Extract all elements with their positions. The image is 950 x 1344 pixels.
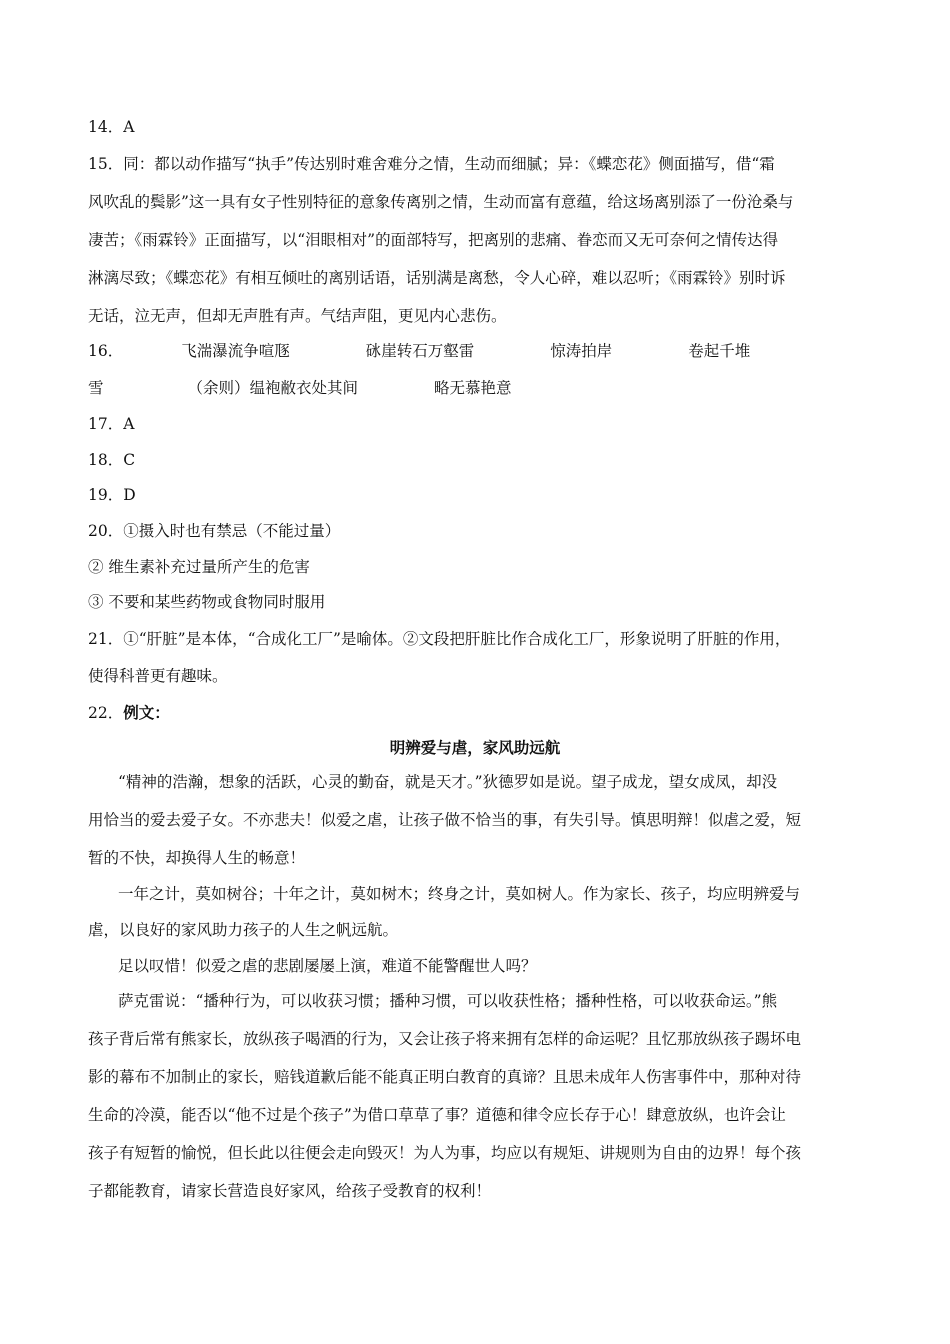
- answer-21-line-1: 21．①“肝脏”是本体，“合成化工厂”是喻体。②文段把肝脏比作合成化工厂，形象说明了肝脏的作用，: [88, 630, 791, 648]
- essay-paragraph-1-line-1: “精神的浩瀚，想象的活跃，心灵的勤奋，就是天才。”狄德罗如是说。望子成龙，望女成凤，却没: [118, 773, 778, 791]
- answer-15-line-3: 凄苦；《雨霖铃》正面描写，以“泪眼相对”的面部特写，把离别的悲痛、眷恋而又无可奈何之情传达得: [88, 231, 779, 249]
- answer-22-number: 22．: [88, 704, 124, 722]
- essay-paragraph-1-line-3: 暂的不快，却换得人生的畅意！: [88, 849, 306, 867]
- answer-19: 19．D: [88, 486, 136, 504]
- answer-15-line-5: 无话，泣无声，但却无声胜有声。气结声阻，更见内心悲伤。: [88, 307, 507, 325]
- essay-paragraph-3-line-1: 足以叹惜！似爱之虐的悲剧屡屡上演，难道不能警醒世人吗？: [118, 957, 537, 975]
- answer-16-line-1: [88, 341, 868, 361]
- essay-paragraph-2-line-2: 虐，以良好的家风助力孩子的人生之帆远航。: [88, 921, 399, 939]
- answer-20-line-1: 20．①摄入时也有禁忌（不能过量）: [88, 522, 341, 540]
- answer-14: 14．A: [88, 118, 135, 136]
- answer-22-label: 例文：: [123, 703, 170, 722]
- essay-paragraph-4-line-2: 孩子背后常有熊家长，放纵孩子喝酒的行为，又会让孩子将来拥有怎样的命运呢？且忆那放纵孩子踢坏电: [88, 1030, 802, 1048]
- essay-paragraph-4-line-1: 萨克雷说：“播种行为，可以收获习惯；播种习惯，可以收获性格；播种性格，可以收获命运。”熊: [118, 992, 778, 1010]
- answer-15-line-2: 风吹乱的鬓影”这一具有女子性别特征的意象传离别之情，生动而富有意蕴，给这场离别添了一份沧桑与: [88, 193, 794, 211]
- answer-15-line-4: 淋漓尽致；《蝶恋花》有相互倾吐的离别话语，话别满是离愁，令人心碎，难以忍听；《雨霖铃》别时诉: [88, 269, 786, 287]
- essay-paragraph-4-line-5: 孩子有短暂的愉悦，但长此以往便会走向毁灭！为人为事，均应以有规矩、讲规则为自由的边界！每个孩: [88, 1144, 802, 1162]
- answer-20-line-2: ② 维生素补充过量所产生的危害: [88, 558, 310, 576]
- answer-18: 18．C: [88, 451, 136, 469]
- answer-16-item: 略无慕艳意: [434, 379, 512, 397]
- answer-22-heading: [88, 703, 868, 723]
- answer-16-item: 卷起千堆: [688, 342, 751, 360]
- answer-15-line-1: 15．同：都以动作描写“执手”传达别时难舍难分之情，生动而细腻；异：《蝶恋花》侧面描写，借“霜: [88, 155, 775, 173]
- essay-title: 明辨爱与虐，家风助远航: [389, 738, 561, 757]
- answer-16-item: 惊涛拍岸: [550, 342, 613, 360]
- answer-16-item: 飞湍瀑流争喧豗: [181, 342, 290, 360]
- essay-paragraph-4-line-6: 子都能教育，请家长营造良好家风，给孩子受教育的权利！: [88, 1182, 492, 1200]
- answer-16-line-2: [88, 378, 868, 398]
- essay-paragraph-1-line-2: 用恰当的爱去爱子女。不亦悲夫！似爱之虐，让孩子做不恰当的事，有失引导。慎思明辩！似虐之爱，短: [88, 811, 802, 829]
- answer-20-line-3: ③ 不要和某些药物或食物同时服用: [88, 593, 326, 611]
- essay-paragraph-4-line-3: 影的幕布不加制止的家长，赔钱道歉后能不能真正明白教育的真谛？且思未成年人伤害事件中，那种对待: [88, 1068, 802, 1086]
- answer-21-line-2: 使得科普更有趣味。: [88, 667, 228, 685]
- answer-16-item: 砯崖转石万壑雷: [365, 342, 475, 360]
- answer-17: 17．A: [88, 415, 135, 433]
- answer-16-item: 雪: [88, 379, 104, 397]
- answer-16-item: （余则）缊袍敝衣处其间: [187, 379, 359, 397]
- essay-paragraph-4-line-4: 生命的冷漠，能否以“他不过是个孩子”为借口草草了事？道德和律令应长存于心！肆意放纵，也许会让: [88, 1106, 786, 1124]
- essay-paragraph-2-line-1: 一年之计，莫如树谷；十年之计，莫如树木；终身之计，莫如树人。作为家长、孩子，均应明辨爱与: [118, 885, 801, 903]
- answer-16-number: 16．: [88, 342, 124, 360]
